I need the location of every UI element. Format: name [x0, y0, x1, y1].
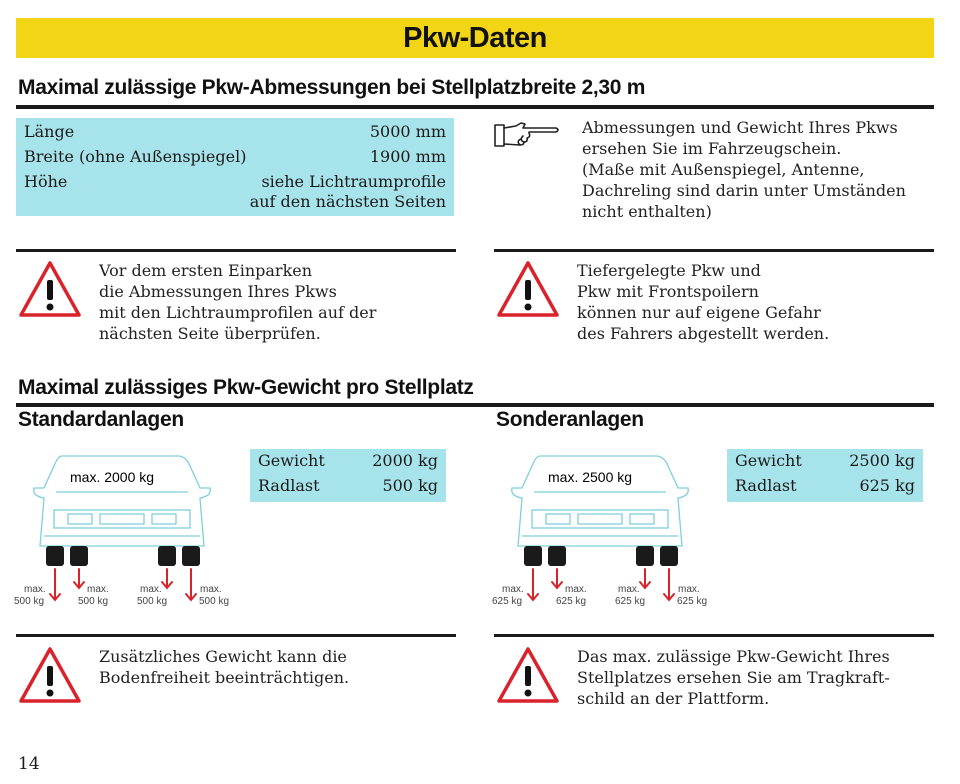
wheel-load-label: 625 kg	[492, 596, 523, 607]
warning-line: die Abmessungen Ihres Pkws	[99, 282, 337, 301]
wheel-load-label: 625 kg	[615, 596, 646, 607]
wheel-max-label: max.	[24, 584, 46, 595]
dimension-value-line: siehe Lichtraumprofile	[261, 172, 446, 191]
section-heading-weight: Maximal zulässiges Pkw-Gewicht pro Stellplatz	[18, 376, 474, 399]
warning-text	[99, 646, 449, 688]
car-diagram-standard	[0, 446, 245, 616]
dimension-row	[24, 147, 446, 166]
divider	[16, 249, 456, 252]
note-line: Abmessungen und Gewicht Ihres Pkws	[582, 118, 898, 137]
dimension-row	[24, 172, 446, 212]
note-line: (Maße mit Außenspiegel, Antenne,	[582, 160, 865, 179]
note-line: nicht enthalten)	[582, 202, 712, 221]
wheel-max-label: max.	[87, 584, 109, 595]
weight-value: 2000 kg	[372, 451, 438, 470]
wheel-max-label: max.	[565, 584, 587, 595]
warning-line: Tiefergelegte Pkw und	[577, 261, 761, 280]
note-line: Dachreling sind darin unter Umständen	[582, 181, 906, 200]
warning-text	[577, 260, 927, 344]
wheel-max-label: max.	[140, 584, 162, 595]
page-number: 14	[18, 754, 40, 774]
warning-text	[99, 260, 449, 344]
weight-box-special	[727, 449, 923, 502]
warning-icon	[496, 260, 560, 318]
warning-line: Vor dem ersten Einparken	[99, 261, 313, 280]
weight-row	[258, 451, 438, 470]
warning-icon	[496, 646, 560, 704]
dimension-value-line: auf den nächsten Seiten	[249, 192, 446, 211]
dimensions-box	[16, 118, 454, 216]
title-bar	[16, 18, 934, 58]
weight-row	[735, 451, 915, 470]
axle-label: Radlast	[258, 476, 320, 495]
axle-value: 500 kg	[382, 476, 438, 495]
warning-line: Bodenfreiheit beeinträchtigen.	[99, 668, 350, 687]
warning-line: können nur auf eigene Gefahr	[577, 303, 821, 322]
warning-line: des Fahrers abgestellt werden.	[577, 324, 830, 343]
warning-line: Zusätzliches Gewicht kann die	[99, 647, 347, 666]
divider	[494, 249, 934, 252]
car-diagram-special	[478, 446, 723, 616]
axle-label: Radlast	[735, 476, 797, 495]
section-heading-dimensions: Maximal zulässige Pkw-Abmessungen bei Stellplatzbreite 2,30 m	[18, 76, 646, 99]
weight-label: Gewicht	[735, 451, 802, 470]
warning-line: Pkw mit Frontspoilern	[577, 282, 759, 301]
wheel-load-label: 500 kg	[78, 596, 109, 607]
dimension-value: 5000 mm	[369, 122, 446, 141]
warning-icon	[18, 646, 82, 704]
warning-text	[577, 646, 937, 709]
wheel-max-label: max.	[502, 584, 524, 595]
hand-note	[582, 117, 942, 222]
dimension-label: Breite (ohne Außenspiegel)	[24, 147, 247, 166]
wheel-max-label: max.	[200, 584, 222, 595]
divider	[16, 403, 934, 407]
axle-value: 625 kg	[859, 476, 915, 495]
warning-line: nächsten Seite überprüfen.	[99, 324, 321, 343]
dimension-row	[24, 122, 446, 141]
wheel-load-label: 625 kg	[677, 596, 708, 607]
warning-line: schild an der Plattform.	[577, 689, 770, 708]
divider	[494, 634, 934, 637]
note-line: ersehen Sie im Fahrzeugschein.	[582, 139, 842, 158]
divider	[16, 105, 934, 109]
weight-box-standard	[250, 449, 446, 502]
weight-label: Gewicht	[258, 451, 325, 470]
divider	[16, 634, 456, 637]
car-weight-label: max. 2000 kg	[70, 469, 155, 485]
wheel-load-label: 625 kg	[556, 596, 587, 607]
wheel-load-label: 500 kg	[137, 596, 168, 607]
dimension-value	[250, 172, 446, 212]
car-weight-label: max. 2500 kg	[548, 469, 633, 485]
page-title: Pkw-Daten	[403, 21, 547, 54]
subheading-standard: Standardanlagen	[18, 408, 184, 431]
wheel-max-label: max.	[618, 584, 640, 595]
axle-row	[735, 476, 915, 495]
dimension-value: 1900 mm	[369, 147, 446, 166]
warning-line: mit den Lichtraumprofilen auf der	[99, 303, 377, 322]
warning-line: Das max. zulässige Pkw-Gewicht Ihres	[577, 647, 890, 666]
pointing-hand-icon	[494, 121, 562, 149]
warning-line: Stellplatzes ersehen Sie am Tragkraft-	[577, 668, 890, 687]
wheel-max-label: max.	[678, 584, 700, 595]
wheel-load-label: 500 kg	[199, 596, 230, 607]
warning-icon	[18, 260, 82, 318]
dimension-label: Höhe	[24, 172, 68, 191]
wheel-load-label: 500 kg	[14, 596, 45, 607]
dimension-label: Länge	[24, 122, 75, 141]
weight-value: 2500 kg	[849, 451, 915, 470]
axle-row	[258, 476, 438, 495]
subheading-special: Sonderanlagen	[496, 408, 644, 431]
